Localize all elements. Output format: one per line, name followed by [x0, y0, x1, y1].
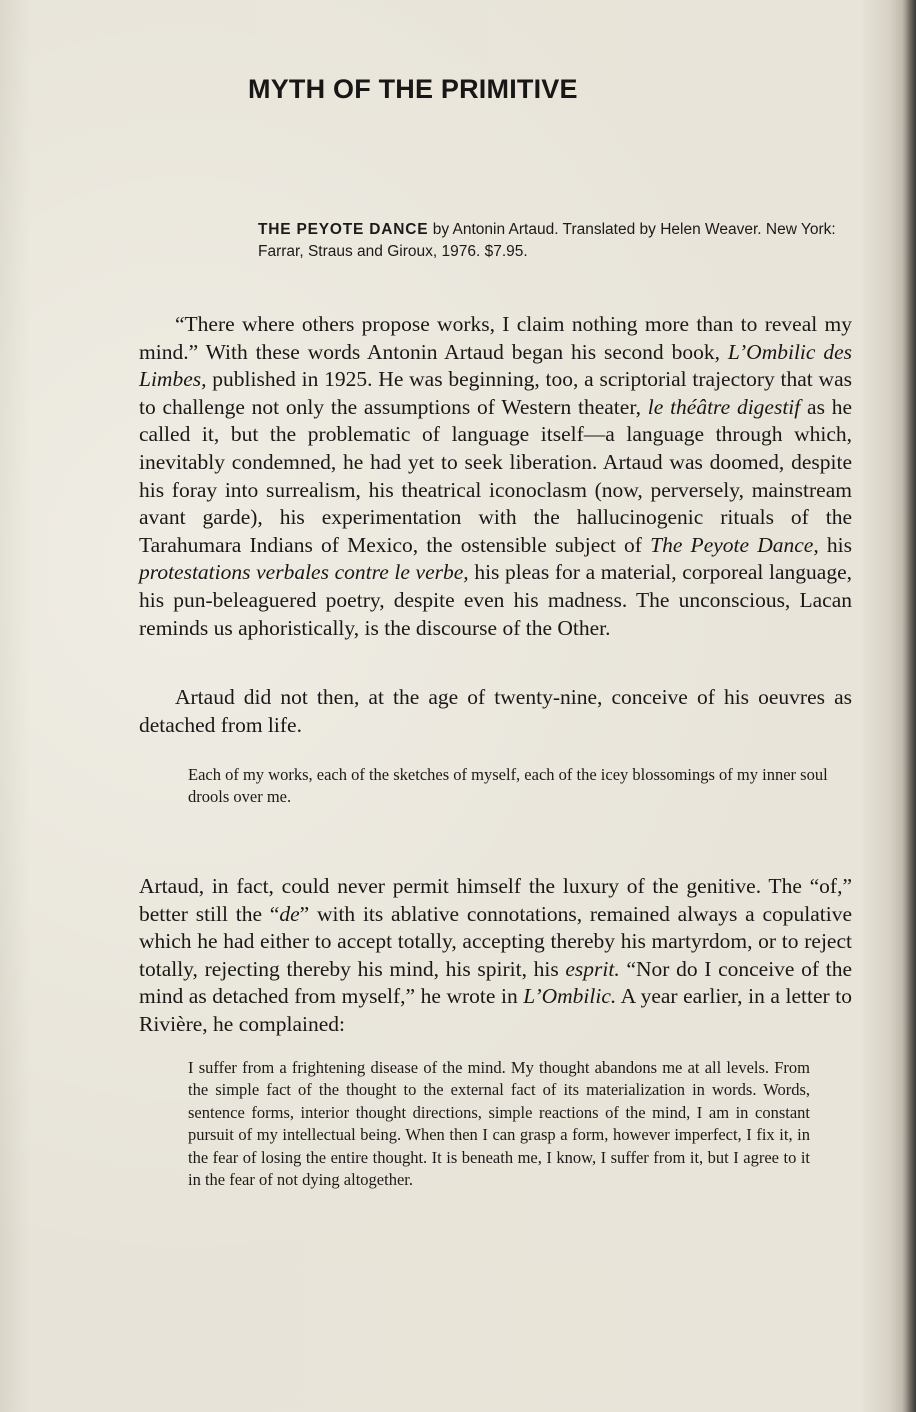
citation-details: by Antonin Artaud. Translated by Helen Weaver. New York: Farrar, Straus and Giroux, 1976. $7.95.	[258, 221, 836, 260]
text-run: published in 1925. He was beginning, too, a scriptorial trajectory that was to challenge not only the assumptions of Western theater,	[139, 367, 852, 419]
citation-book-title: THE PEYOTE DANCE	[258, 221, 429, 238]
italic-run: L’Ombilic.	[523, 984, 617, 1009]
page-binding-edge	[902, 0, 916, 1412]
text-run: his	[818, 532, 852, 557]
italic-run: le théâtre digestif	[647, 394, 801, 419]
text-run: Artaud, in fact, could never permit himself the luxury of the genitive. The “of,” better still the “	[139, 874, 852, 926]
text-run: “Nor do I conceive of the mind as detached from myself,” he wrote in	[139, 956, 852, 1009]
paragraph-oeuvres: Artaud did not then, at the age of twenty-nine, conceive of his oeuvres as detached from life.	[139, 685, 852, 737]
paragraph-genitive	[139, 873, 852, 1039]
text-run: as he called it, but the problematic of language itself—a language through which, inevitably condemned, he had yet to seek liberation. Artaud was doomed, despite his foray into surrealism, his theatrical iconoclasm (now, perversely, mainstream avant garde), his experimentation with the hallucinogenic rituals of the Tarahumara Indians of Mexico, the ostensible subject of	[139, 394, 853, 557]
block-quote-letter: I suffer from a frightening disease of the mind. My thought abandons me at all levels. From the simple fact of the thought to the external fact of its materialization in words. Words, sentence forms, interior thought directions, simple reactions of the mind, I am in constant pursuit of my intellectual being. When then I can grasp a form, however imperfect, I fix it, in the fear of losing the entire thought. It is beneath me, I know, I suffer from it, but I agree to it in the fear of not dying altogether.	[188, 1058, 810, 1190]
italic-run: esprit.	[565, 956, 620, 981]
text-run: “There where others propose works, I claim nothing more than to reveal my mind.” With these words Antonin Artaud began his second book,	[139, 312, 852, 364]
italic-run: protestations verbales contre le verbe,	[139, 560, 469, 585]
italic-run: de	[279, 901, 300, 926]
block-quote-works: Each of my works, each of the sketches of myself, each of the icey blossomings of my inner soul drools over me.	[188, 765, 828, 807]
book-citation	[258, 219, 854, 263]
text-run: ” with its ablative connotations, remained always a copulative which he had either to accept totally, accepting thereby his martyrdom, or to reject totally, rejecting thereby his mind, his spirit, his	[139, 901, 852, 981]
italic-run: L’Ombilic des Limbes,	[139, 339, 853, 392]
page-title: MYTH OF THE PRIMITIVE	[248, 74, 578, 104]
italic-run: The Peyote Dance,	[650, 532, 819, 557]
text-run: his pleas for a material, corporeal language, his pun-beleaguered poetry, despite even his madness. The unconscious, Lacan reminds us aphoristically, is the discourse of the Other.	[139, 560, 852, 640]
paragraph-intro	[139, 311, 852, 642]
text-run: A year earlier, in a letter to Rivière, he complained:	[139, 984, 852, 1036]
